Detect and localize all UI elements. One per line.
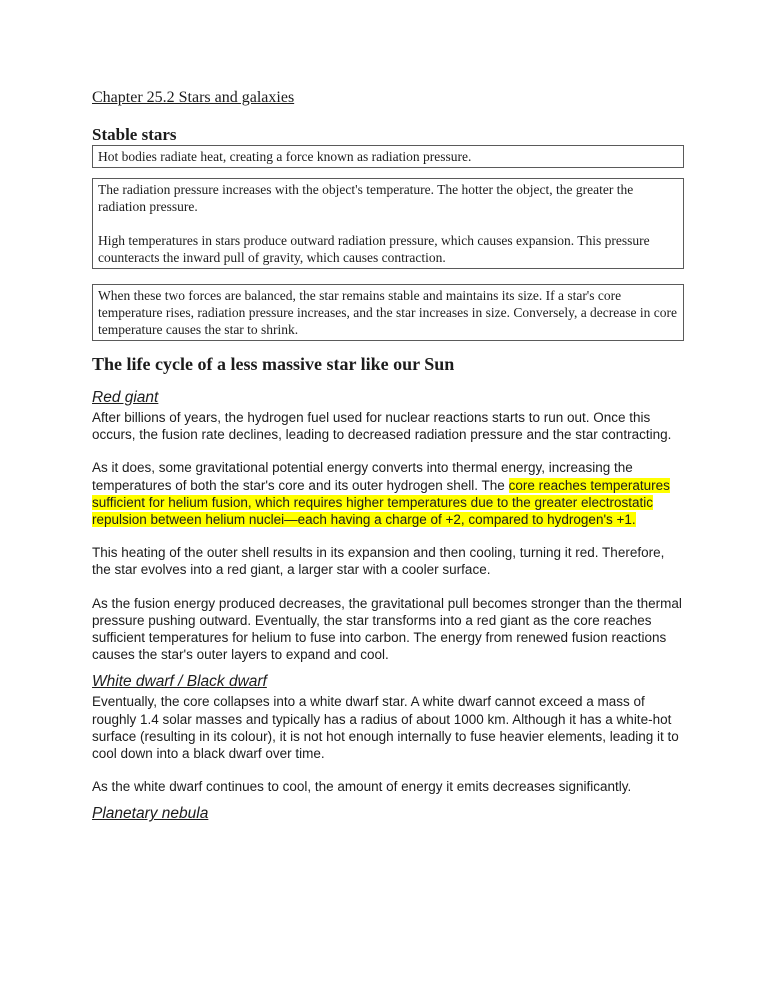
note-box-temperature-effects — [92, 178, 684, 269]
paragraph-white-dwarf-2: As the white dwarf continues to cool, the amount of energy it emits decreases significantly. — [92, 779, 632, 795]
document-title: Chapter 25.2 Stars and galaxies — [92, 89, 295, 106]
box-paragraph: High temperatures in stars produce outward radiation pressure, which causes expansion. This pressure counteracts the inward pull of gravity, which causes contraction. — [98, 233, 650, 265]
paragraph-red-giant-3: This heating of the outer shell results in its expansion and then cooling, turning it red. Therefore, the star evolves into a red giant, a larger star with a cooler surface. — [92, 545, 665, 578]
paragraph-white-dwarf-1: Eventually, the core collapses into a white dwarf star. A white dwarf cannot exceed a mass of roughly 1.4 solar masses and typically has a radius of about 1000 km. Although it has a white-hot surface (resulting in its colour), it is not hot enough internally to fuse heavier elements, leading it to cool down into a black dwarf over time. — [92, 694, 679, 762]
box-paragraph: When these two forces are balanced, the star remains stable and maintains its size. If a star's core temperature rises, radiation pressure increases, and the star increases in size. Conversely, a decrease in core temperature causes the star to shrink. — [98, 288, 677, 337]
heading-life-cycle: The life cycle of a less massive star like our Sun — [92, 354, 455, 374]
note-box-radiation-pressure — [92, 145, 684, 168]
paragraph-red-giant-1: After billions of years, the hydrogen fuel used for nuclear reactions starts to run out. Once this occurs, the fusion rate declines, leading to decreased radiation pressure and the star contracting. — [92, 410, 672, 443]
paragraph-red-giant-4: As the fusion energy produced decreases, the gravitational pull becomes stronger than the thermal pressure pushing outward. Eventually, the star transforms into a red giant as the core reaches sufficient temperatures for helium to fuse into carbon. The energy from renewed fusion reactions causes the star's outer layers to expand and cool. — [92, 595, 682, 663]
note-box-force-balance — [92, 284, 684, 341]
subheading-white-dwarf-black-dwarf: White dwarf / Black dwarf — [92, 673, 267, 691]
paragraph-text: As it does, some gravitational potential energy converts into thermal energy, increasing the temperatures of both the star's core and its outer hydrogen shell. The — [92, 460, 633, 493]
subheading-red-giant: Red giant — [92, 389, 159, 406]
heading-stable-stars: Stable stars — [92, 125, 177, 144]
highlighted-text: core reaches temperatures sufficient for helium fusion, which requires higher temperatures due to the greater electrostatic repulsion between helium nuclei—each having a charge of +2, compared to hydrogen's +1. — [92, 477, 670, 528]
paragraph-red-giant-2 — [92, 459, 684, 528]
subheading-planetary-nebula: Planetary nebula — [92, 805, 209, 823]
box-paragraph: The radiation pressure increases with the object's temperature. The hotter the object, the greater the radiation pressure. — [98, 182, 634, 214]
box-paragraph: Hot bodies radiate heat, creating a force known as radiation pressure. — [98, 149, 472, 164]
